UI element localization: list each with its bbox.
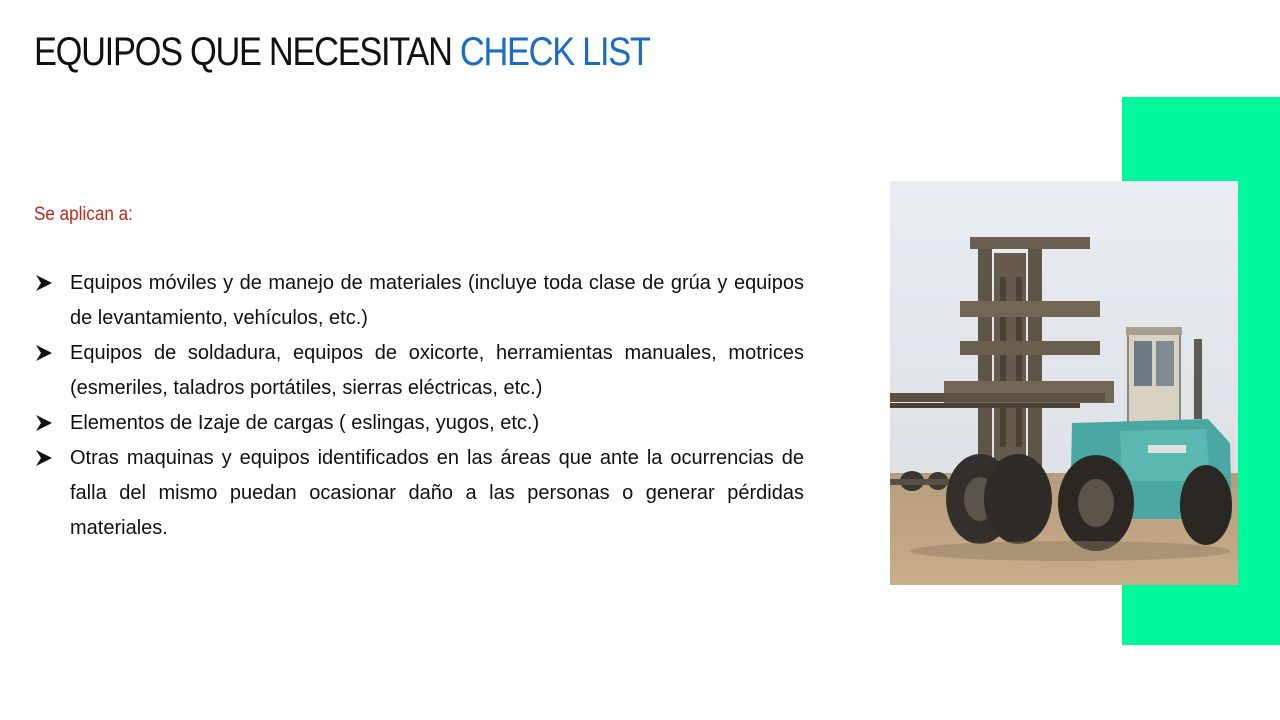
- bullet-list: [34, 266, 804, 546]
- arrow-bullet-icon: [34, 448, 54, 468]
- title-main: EQUIPOS QUE NECESITAN: [34, 30, 460, 74]
- content-block: [34, 200, 804, 546]
- bullet-item: [34, 266, 804, 336]
- bullet-text: Equipos móviles y de manejo de materiales (incluye toda clase de grúa y equipos de levantamiento, vehículos, etc.): [70, 272, 804, 329]
- bullet-text: Elementos de Izaje de cargas ( eslingas, yugos, etc.): [70, 412, 540, 434]
- forklift-illustration: [890, 181, 1238, 585]
- bullet-text: Equipos de soldadura, equipos de oxicorte, herramientas manuales, motrices (esmeriles, taladros portátiles, sierras eléctricas, etc.): [70, 342, 804, 399]
- slide-title: [34, 30, 650, 75]
- arrow-bullet-icon: [34, 413, 54, 433]
- forklift-photo: [890, 181, 1238, 585]
- arrow-bullet-icon: [34, 343, 54, 363]
- intro-text: Se aplican a:: [34, 204, 133, 225]
- bullet-text: Otras maquinas y equipos identificados en las áreas que ante la ocurrencias de falla del mismo puedan ocasionar daño a las personas o generar pérdidas materiales.: [70, 447, 804, 539]
- arrow-bullet-icon: [34, 273, 54, 293]
- bullet-item: [34, 441, 804, 546]
- bullet-item: [34, 406, 804, 441]
- bullet-item: [34, 336, 804, 406]
- title-highlight: CHECK LIST: [459, 30, 650, 74]
